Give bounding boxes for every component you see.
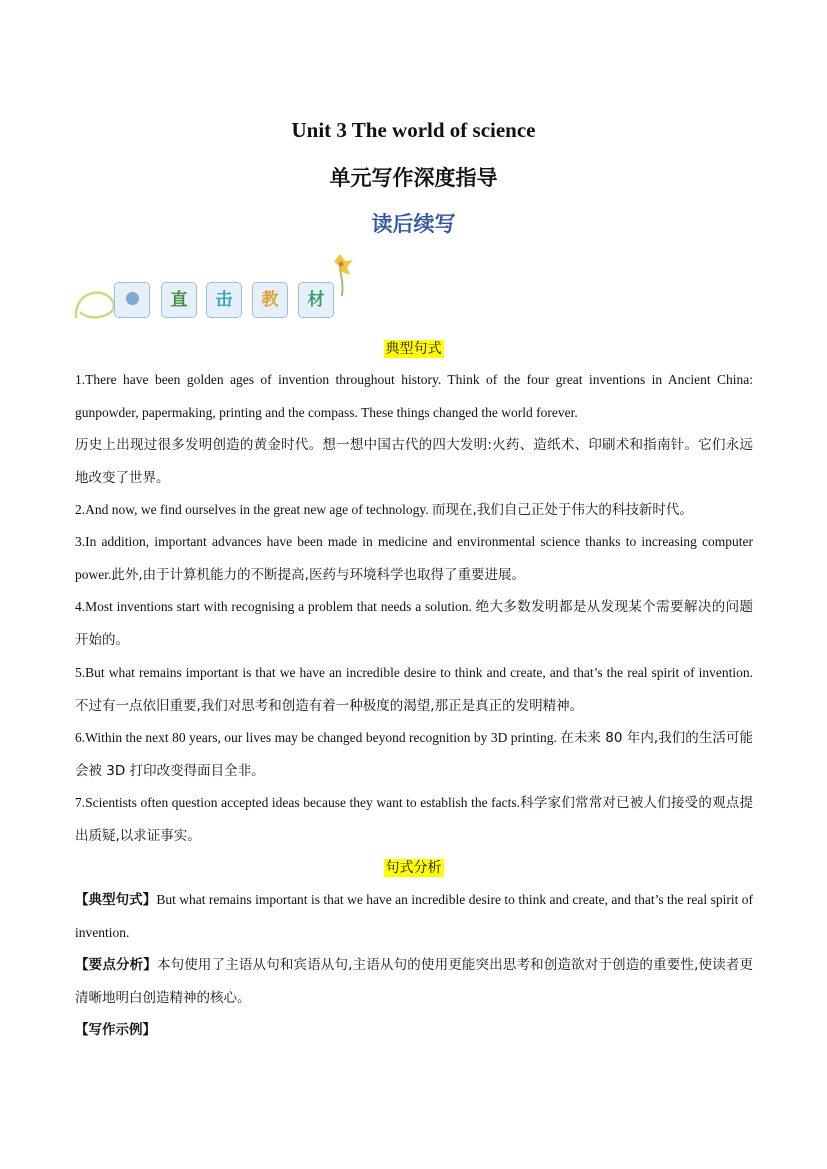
sentence-item-6: 6.Within the next 80 years, our lives may be changed beyond recognition by 3D printing. 在未来 80 年内,我们的生活可能会被 3D 打印改变得面目全非。 <box>75 730 753 779</box>
sentence-item-3: 3.In addition, important advances have been made in medicine and environmental science thanks to increasing computer power.此外,由于计算机能力的不断提高,医药与环境科学也取得了重要进展。 <box>75 534 753 583</box>
banner-tile-3: 教 <box>252 282 288 318</box>
sentence-item-1: 1.There have been golden ages of invention throughout history. Think of the four great inventions in Ancient China: gunpowder, papermaking, printing and the compass. These things changed the world forever. <box>75 372 753 420</box>
key-point-analysis-block: 【要点分析】本句使用了主语从句和宾语从句,主语从句的使用更能突出思考和创造欲对于创造的重要性,使读者更清晰地明白创造精神的核心。 <box>75 957 753 1006</box>
sentence-item-7: 7.Scientists often question accepted ideas because they want to establish the facts.科学家们常常对已被人们接受的观点提出质疑,以求证事实。 <box>75 795 753 844</box>
typical-sentence-block: 【典型句式】But what remains important is that we have an incredible desire to think and create, and that’s the real spirit of invention. <box>75 892 754 940</box>
sentence-item-5: 5.But what remains important is that we have an incredible desire to think and create, and that’s the real spirit of invention. 不过有一点依旧重要,我们对思考和创造有着一种极度的渴望,那正是真正的发明精神。 <box>75 665 753 714</box>
textbook-banner <box>72 252 362 330</box>
page-title: Unit 3 The world of science <box>291 118 536 142</box>
sentence-item-2: 2.And now, we find ourselves in the great new age of technology. 而现在,我们自己正处于伟大的科技新时代。 <box>75 502 693 518</box>
section-heading-typical-sentences: 典型句式 <box>385 341 442 357</box>
section-type-title: 读后续写 <box>371 212 456 236</box>
banner-tile-1: 直 <box>161 282 197 318</box>
sentence-item-4: 4.Most inventions start with recognising a problem that needs a solution. 绝大多数发明都是从发现某个需要解决的问题开始的。 <box>75 599 754 648</box>
writing-example-label: 【写作示例】 <box>75 1022 156 1038</box>
page-subtitle-zh: 单元写作深度指导 <box>329 166 498 190</box>
section-heading-sentence-analysis: 句式分析 <box>385 860 442 876</box>
clock-icon <box>114 282 150 318</box>
banner-tile-2: 击 <box>206 282 242 318</box>
sentence-item-1-translation: 历史上出现过很多发明创造的黄金时代。想一想中国古代的四大发明:火药、造纸术、印刷术和指南针。它们永远地改变了世界。 <box>75 437 753 486</box>
banner-tile-4: 材 <box>298 282 334 318</box>
